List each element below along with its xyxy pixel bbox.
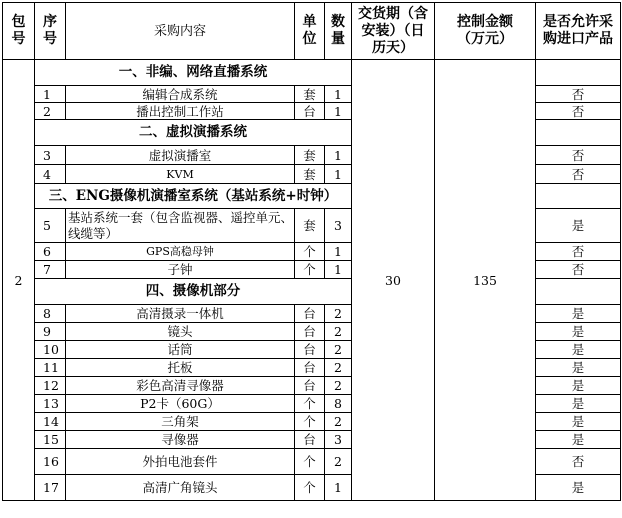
- header-package-text: 包号: [11, 14, 26, 47]
- item-unit: 台: [295, 103, 325, 120]
- header-qty: [325, 3, 352, 60]
- item-import: 是: [536, 209, 621, 243]
- item-import: 否: [536, 243, 621, 261]
- item-name: GPS高稳母钟: [66, 243, 295, 261]
- item-qty: 2: [325, 449, 352, 475]
- item-qty: 3: [325, 209, 352, 243]
- header-import-text: 是否允许采购进口产品: [542, 14, 613, 47]
- blank-cell: [536, 279, 621, 305]
- item-qty: 2: [325, 341, 352, 359]
- header-row: [3, 3, 621, 60]
- item-qty: 2: [325, 305, 352, 323]
- item-unit: 个: [295, 475, 325, 501]
- header-content: 采购内容: [66, 3, 295, 60]
- item-name: 彩色高清寻像器: [66, 377, 295, 395]
- item-seq: 6: [35, 243, 66, 261]
- header-import: [536, 3, 621, 60]
- header-package: [3, 3, 35, 60]
- item-import: 是: [536, 377, 621, 395]
- procurement-table: [2, 2, 621, 501]
- item-qty: 8: [325, 395, 352, 413]
- item-import: 是: [536, 305, 621, 323]
- item-import: 是: [536, 323, 621, 341]
- item-import: 是: [536, 413, 621, 431]
- item-unit: 个: [295, 243, 325, 261]
- control-amount: 135: [435, 60, 536, 501]
- item-name: 外拍电池套件: [66, 449, 295, 475]
- item-unit: 台: [295, 377, 325, 395]
- header-unit: [295, 3, 325, 60]
- item-name: 寻像器: [66, 431, 295, 449]
- item-qty: 2: [325, 377, 352, 395]
- header-seq: [35, 3, 66, 60]
- item-import: 是: [536, 341, 621, 359]
- item-import: 否: [536, 103, 621, 120]
- item-name: 镜头: [66, 323, 295, 341]
- item-unit: 台: [295, 341, 325, 359]
- item-unit: 套: [295, 209, 325, 243]
- item-name: 子钟: [66, 261, 295, 279]
- section-title: 二、虚拟演播系统: [35, 120, 352, 146]
- item-qty: 1: [325, 146, 352, 165]
- header-delivery: [352, 3, 435, 60]
- delivery-days: 30: [352, 60, 435, 501]
- blank-cell: [536, 120, 621, 146]
- item-name: 编辑合成系统: [66, 86, 295, 103]
- item-qty: 1: [325, 103, 352, 120]
- item-qty: 1: [325, 165, 352, 184]
- item-import: 否: [536, 165, 621, 184]
- section-title: 一、非编、网络直播系统: [35, 60, 352, 86]
- item-qty: 2: [325, 323, 352, 341]
- item-seq: 9: [35, 323, 66, 341]
- item-qty: 2: [325, 413, 352, 431]
- item-name: KVM: [66, 165, 295, 184]
- section-title: 四、摄像机部分: [35, 279, 352, 305]
- item-import: 否: [536, 146, 621, 165]
- item-name: 虚拟演播室: [66, 146, 295, 165]
- item-qty: 2: [325, 359, 352, 377]
- item-seq: 5: [35, 209, 66, 243]
- item-seq: 12: [35, 377, 66, 395]
- item-qty: 1: [325, 261, 352, 279]
- item-import: 否: [536, 449, 621, 475]
- item-seq: 4: [35, 165, 66, 184]
- item-unit: 台: [295, 305, 325, 323]
- item-name: 托板: [66, 359, 295, 377]
- item-seq: 8: [35, 305, 66, 323]
- item-unit: 个: [295, 261, 325, 279]
- blank-cell: [536, 184, 621, 209]
- item-name: 基站系统一套（包含监视器、遥控单元、线缆等）: [66, 209, 295, 243]
- header-delivery-text: 交货期（含安装）（日历天）: [358, 5, 428, 56]
- item-import: 是: [536, 395, 621, 413]
- item-seq: 17: [35, 475, 66, 501]
- item-unit: 个: [295, 449, 325, 475]
- item-unit: 台: [295, 359, 325, 377]
- item-seq: 1: [35, 86, 66, 103]
- blank-cell: [536, 60, 621, 86]
- header-amount: [435, 3, 536, 60]
- header-seq-text: 序号: [42, 14, 57, 47]
- item-seq: 11: [35, 359, 66, 377]
- package-number: 2: [3, 60, 35, 501]
- section-title: 三、ENG摄像机演播室系统（基站系统+时钟）: [35, 184, 352, 209]
- item-name: 高清广角镜头: [66, 475, 295, 501]
- item-unit: 台: [295, 431, 325, 449]
- header-unit-text: 单位: [302, 14, 317, 47]
- header-amount-text: 控制金额（万元）: [457, 14, 513, 47]
- section-row: [3, 60, 621, 86]
- item-seq: 16: [35, 449, 66, 475]
- item-qty: 1: [325, 243, 352, 261]
- item-seq: 13: [35, 395, 66, 413]
- item-name: 三角架: [66, 413, 295, 431]
- item-qty: 3: [325, 431, 352, 449]
- item-import: 是: [536, 359, 621, 377]
- item-name: 高清摄录一体机: [66, 305, 295, 323]
- item-import: 是: [536, 431, 621, 449]
- item-unit: 套: [295, 165, 325, 184]
- item-seq: 7: [35, 261, 66, 279]
- item-import: 是: [536, 475, 621, 501]
- item-seq: 3: [35, 146, 66, 165]
- item-unit: 套: [295, 86, 325, 103]
- item-unit: 个: [295, 413, 325, 431]
- item-seq: 10: [35, 341, 66, 359]
- item-seq: 14: [35, 413, 66, 431]
- item-seq: 2: [35, 103, 66, 120]
- header-qty-text: 数量: [330, 14, 345, 47]
- item-name: 播出控制工作站: [66, 103, 295, 120]
- item-seq: 15: [35, 431, 66, 449]
- item-qty: 1: [325, 475, 352, 501]
- item-unit: 套: [295, 146, 325, 165]
- item-qty: 1: [325, 86, 352, 103]
- item-unit: 台: [295, 323, 325, 341]
- item-name: 话筒: [66, 341, 295, 359]
- item-name: P2卡（60G）: [66, 395, 295, 413]
- item-import: 否: [536, 261, 621, 279]
- item-import: 否: [536, 86, 621, 103]
- item-unit: 个: [295, 395, 325, 413]
